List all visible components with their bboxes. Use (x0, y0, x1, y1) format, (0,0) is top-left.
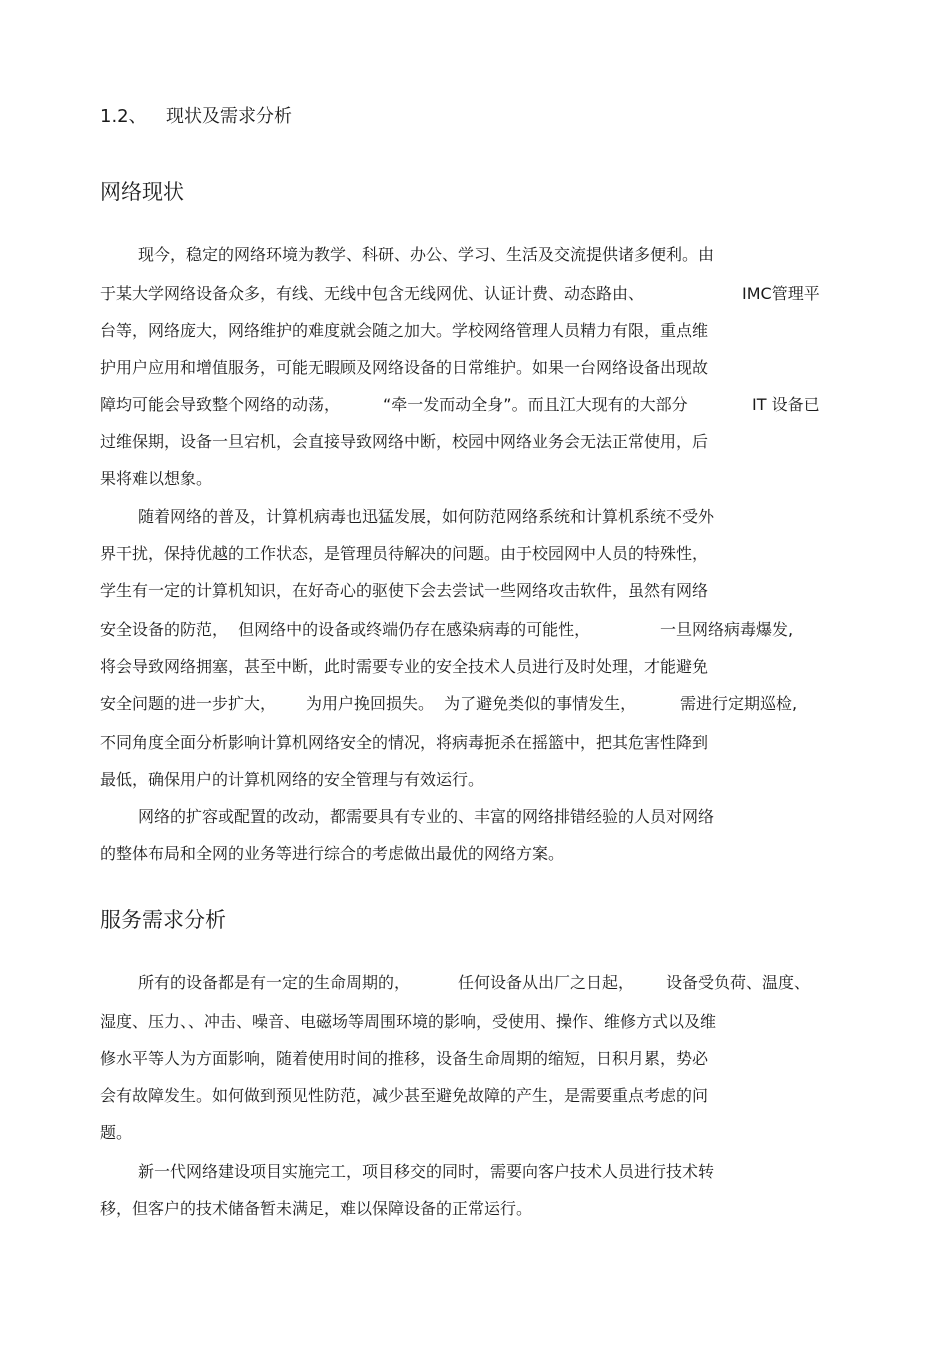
text-line: 网络的扩容或配置的改动，都需要具有专业的、丰富的网络排错经验的人员对网络 (138, 807, 715, 826)
section-number: 1.2、 (100, 106, 147, 127)
text-line: 将会导致网络拥塞，甚至中断，此时需要专业的安全技术人员进行及时处理，才能避免 (100, 657, 709, 676)
text-line: 为用户挽回损失。 为了避免类似的事情发生， (306, 694, 637, 713)
text-line: 随着网络的普及，计算机病毒也迅猛发展，如何防范网络系统和计算机系统不受外 (138, 507, 715, 526)
text-line: 过维保期，设备一旦宕机，会直接导致网络中断，校园中网络业务会无法正常使用，后 (100, 432, 709, 451)
text-line: IT 设备已 (752, 395, 820, 414)
text-line: 安全问题的进一步扩大， (100, 694, 277, 713)
text-line: 移，但客户的技术储备暂未满足，难以保障设备的正常运行。 (100, 1199, 533, 1218)
heading-service-needs: 服务需求分析 (100, 908, 226, 932)
text-line: 于某大学网络设备众多，有线、无线中包含无线网优、认证计费、动态路由、 (100, 284, 645, 303)
text-line: 界干扰，保持优越的工作状态，是管理员待解决的问题。由于校园网中人员的特殊性， (100, 544, 709, 563)
text-line: 设备受负荷、温度、 (666, 973, 811, 992)
text-line: 所有的设备都是有一定的生命周期的， (138, 973, 411, 992)
section-title: 现状及需求分析 (166, 106, 292, 127)
text-line: 现今，稳定的网络环境为教学、科研、办公、学习、生活及交流提供诸多便利。由 (138, 245, 715, 264)
text-line: 台等，网络庞大，网络维护的难度就会随之加大。学校网络管理人员精力有限，重点维 (100, 321, 709, 340)
text-line: 湿度、压力、、冲击、噪音、电磁场等周围环境的影响，受使用、操作、维修方式以及维 (100, 1012, 717, 1031)
text-line: 会有故障发生。如何做到预见性防范，减少甚至避免故障的产生，是需要重点考虑的问 (100, 1086, 709, 1105)
text-line: 新一代网络建设项目实施完工，项目移交的同时，需要向客户技术人员进行技术转 (138, 1162, 715, 1181)
text-line: 安全设备的防范， 但网络中的设备或终端仍存在感染病毒的可能性， (100, 620, 591, 639)
text-line: 障均可能会导致整个网络的动荡， (100, 395, 341, 414)
text-line: 最低，确保用户的计算机网络的安全管理与有效运行。 (100, 770, 485, 789)
text-line: 需进行定期巡检, (680, 694, 798, 713)
text-line: 不同角度全面分析影响计算机网络安全的情况，将病毒扼杀在摇篮中，把其危害性降到 (100, 733, 709, 752)
text-line: 修水平等人为方面影响，随着使用时间的推移，设备生命周期的缩短，日积月累，势必 (100, 1049, 709, 1068)
text-line: “牵一发而动全身”。而且江大现有的大部分 (383, 395, 688, 414)
text-line: 果将难以想象。 (100, 469, 213, 488)
text-line: 护用户应用和增值服务，可能无暇顾及网络设备的日常维护。如果一台网络设备出现故 (100, 358, 709, 377)
text-line: 学生有一定的计算机知识，在好奇心的驱使下会去尝试一些网络攻击软件，虽然有网络 (100, 581, 709, 600)
text-line: 任何设备从出厂之日起， (458, 973, 635, 992)
text-line: IMC管理平 (742, 284, 820, 303)
text-line: 一旦网络病毒爆发, (660, 620, 794, 639)
heading-network-status: 网络现状 (100, 180, 184, 204)
text-line: 题。 (100, 1123, 133, 1142)
text-line: 的整体布局和全网的业务等进行综合的考虑做出最优的网络方案。 (100, 844, 565, 863)
